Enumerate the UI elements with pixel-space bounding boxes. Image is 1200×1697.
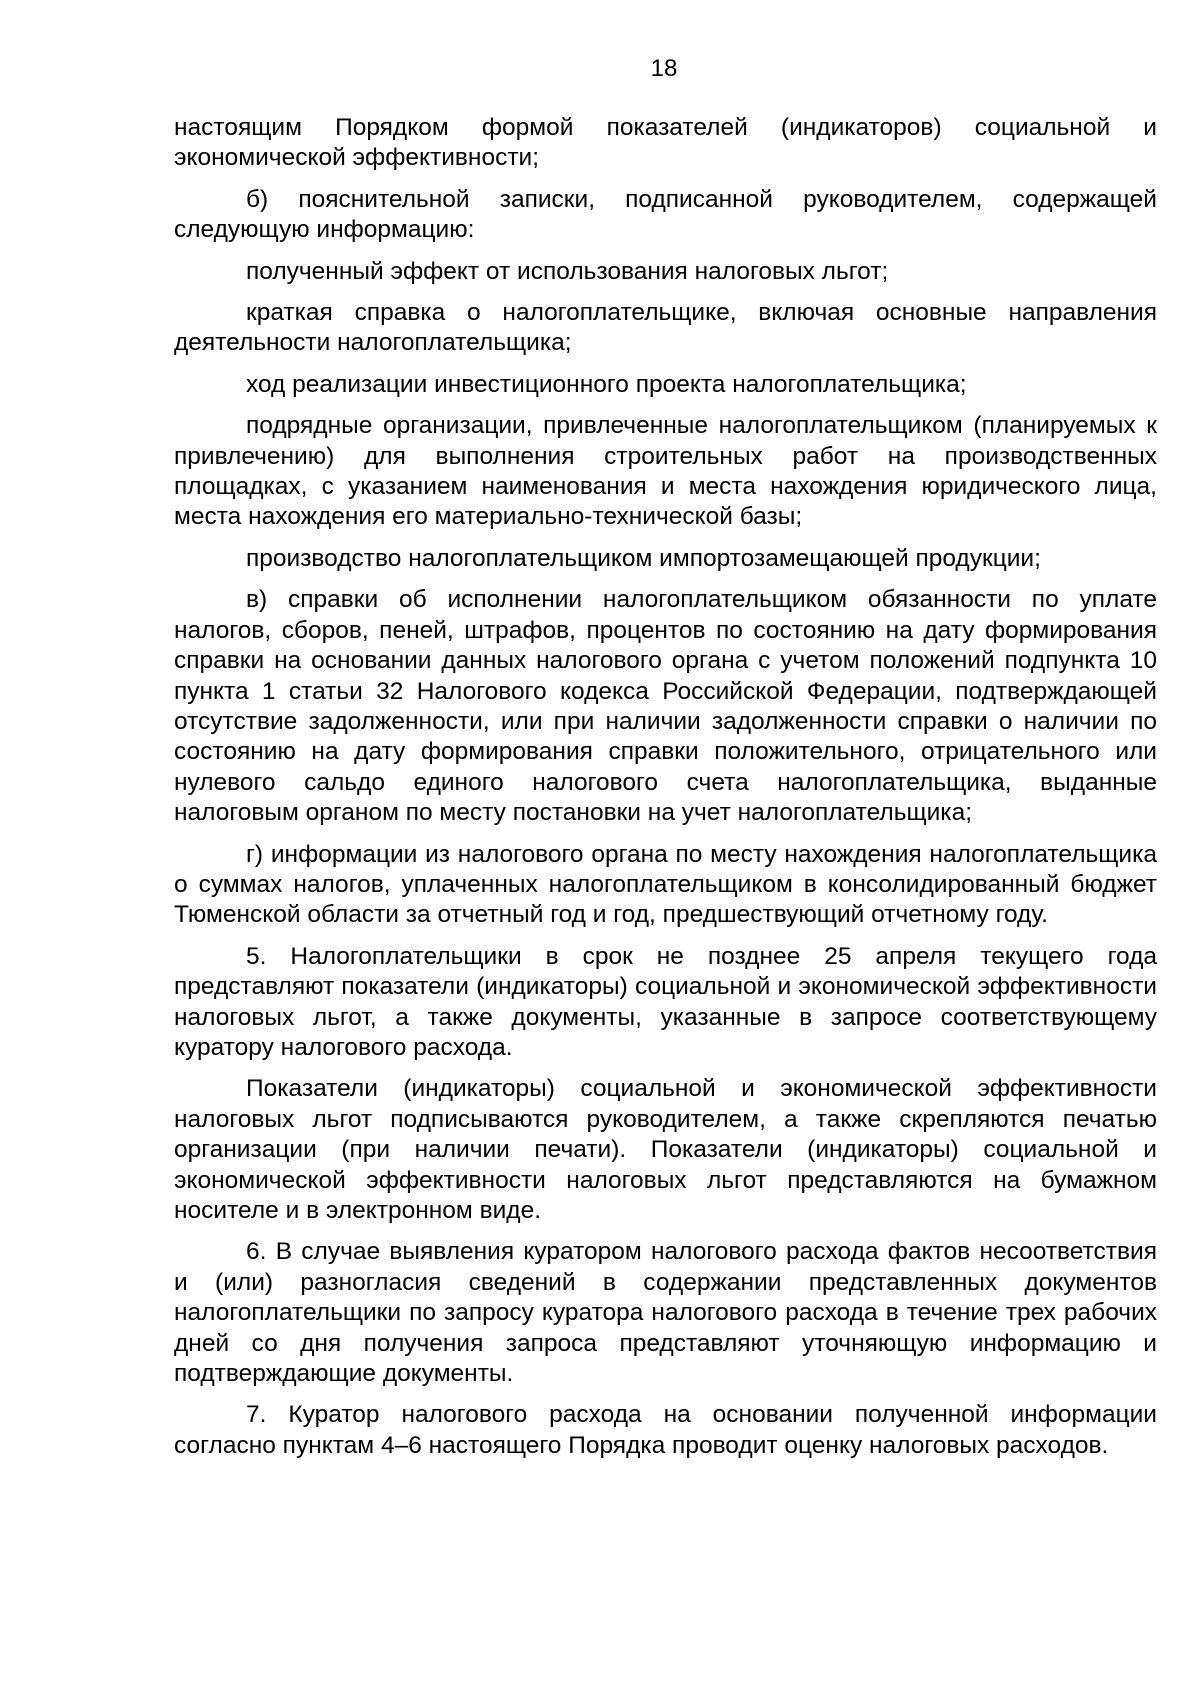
paragraph-import-substitution: производство налогоплательщиком импортозамещающей продукции; <box>246 544 1041 572</box>
document-body <box>174 113 1157 1472</box>
paragraph-continuation: настоящим Порядком формой показателей (индикаторов) социальной и экономической эффективности; <box>174 114 1157 172</box>
paragraph-subitem-b: б) пояснительной записки, подписанной руководителем, содержащей следующую информацию: <box>174 185 1157 244</box>
paragraph-item-5: 5. Налогоплательщики в срок не позднее 25 апреля текущего года представляют показатели (индикаторы) социальной и экономической эффективности налоговых льгот, а также документы, указанные в запросе соответствующему куратору налогового расхода. <box>174 942 1157 1061</box>
paragraph-project-progress: ход реализации инвестиционного проекта налогоплательщика; <box>246 370 967 398</box>
paragraph-effect: полученный эффект от использования налоговых льгот; <box>246 257 889 285</box>
paragraph-item-6: 6. В случае выявления куратором налогового расхода фактов несоответствия и (или) разногласия сведений в содержании представленных документов налогоплательщики по запросу куратора налогового расхода в течение трех рабочих дней со дня получения запроса представляют уточняющую информацию и подтверждающие документы. <box>174 1238 1157 1388</box>
paragraph-item-7: 7. Куратор налогового расхода на основании полученной информации согласно пунктам 4–6 настоящего Порядка проводит оценку налоговых расходов. <box>174 1401 1157 1459</box>
paragraph-indicators-signing: Показатели (индикаторы) социальной и экономической эффективности налоговых льгот подписываются руководителем, а также скрепляются печатью организации (при наличии печати). Показатели (индикаторы) социальной и экономической эффективности налоговых льгот представляются на бумажном носителе и в электронном виде. <box>174 1075 1157 1224</box>
paragraph-contractors: подрядные организации, привлеченные налогоплательщиком (планируемых к привлечению) для выполнения строительных работ на производственных площадках, с указанием наименования и места нахождения юридического лица, места нахождения его материально-технической базы; <box>174 412 1157 531</box>
paragraph-taxpayer-summary: краткая справка о налогоплательщике, включая основные направления деятельности налогоплательщика; <box>174 299 1157 357</box>
paragraph-subitem-v: в) справки об исполнении налогоплательщиком обязанности по уплате налогов, сборов, пеней, штрафов, процентов по состоянию на дату формирования справки на основании данных налогового органа с учетом положений подпункта 10 пункта 1 статьи 32 Налогового кодекса Российской Федерации, подтверждающей отсутствие задолженности, или при наличии задолженности справки о наличии по состоянию на дату формирования справки положительного, отрицательного или нулевого сальдо единого налогового счета налогоплательщика, выданные налоговым органом по месту постановки на учет налогоплательщика; <box>174 586 1157 827</box>
page-number: 18 <box>650 55 678 82</box>
paragraph-subitem-g: г) информации из налогового органа по месту нахождения налогоплательщика о суммах налогов, уплаченных налогоплательщиком в консолидированный бюджет Тюменской области за отчетный год и год, предшествующий отчетному году. <box>174 840 1157 929</box>
